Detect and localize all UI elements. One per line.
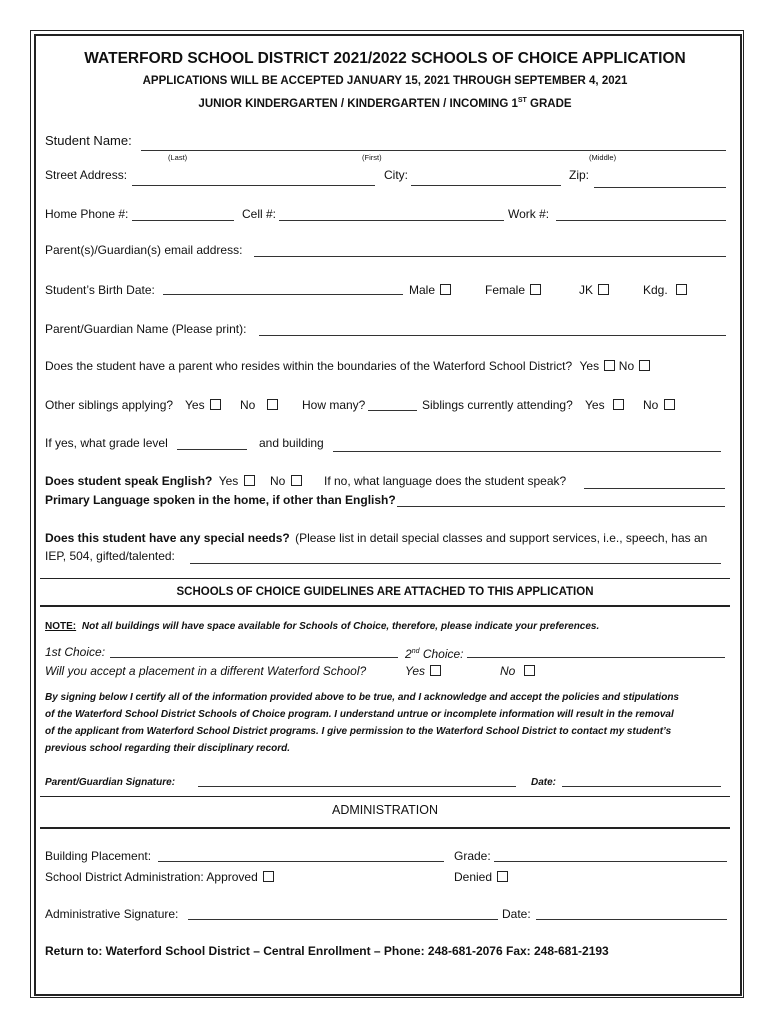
admin-date-label: Date:	[502, 907, 531, 921]
what-language-label: If no, what language does the student speak?	[324, 474, 567, 488]
first-choice-field[interactable]	[110, 657, 398, 658]
certify-line-4: previous school regarding their disciplinary record.	[45, 743, 291, 754]
accept-yes-label: Yes	[405, 664, 426, 678]
primary-language-label: Primary Language spoken in the home, if other than English?	[45, 493, 396, 507]
email-field[interactable]	[254, 256, 726, 257]
form-subtitle: APPLICATIONS WILL BE ACCEPTED JANUARY 15, 2021 THROUGH SEPTEMBER 4, 2021	[142, 75, 628, 87]
male-label: Male	[409, 283, 436, 297]
work-label: Work #:	[508, 207, 550, 221]
accept-yes-option[interactable]	[405, 664, 441, 678]
city-label: City:	[384, 168, 408, 182]
admin-heading: ADMINISTRATION	[331, 803, 439, 817]
grade-level-field[interactable]	[177, 449, 247, 450]
note-label: NOTE:	[45, 621, 77, 632]
special-needs-field[interactable]	[190, 563, 721, 564]
english-yes-checkbox[interactable]	[244, 475, 255, 486]
form-title: WATERFORD SCHOOL DISTRICT 2021/2022 SCHOOLS OF CHOICE APPLICATION	[84, 50, 686, 67]
male-checkbox[interactable]	[440, 284, 451, 295]
resides-yes-checkbox[interactable]	[604, 360, 615, 371]
what-language-field[interactable]	[584, 488, 725, 489]
siblings-attending-label: Siblings currently attending?	[422, 398, 573, 412]
attending-yes-checkbox[interactable]	[613, 399, 624, 410]
admin-date-field[interactable]	[536, 919, 727, 920]
siblings-no-checkbox[interactable]	[267, 399, 278, 410]
attending-no-checkbox[interactable]	[664, 399, 675, 410]
parent-date-field[interactable]	[562, 786, 721, 787]
accept-no-checkbox[interactable]	[524, 665, 535, 676]
building-placement-label: Building Placement:	[45, 849, 152, 863]
grades-post: GRADE	[526, 97, 572, 110]
english-yes-label: Yes	[218, 474, 239, 488]
primary-language-field[interactable]	[397, 506, 725, 507]
student-name-label: Student Name:	[45, 133, 132, 148]
parent-name-field[interactable]	[259, 335, 726, 336]
how-many-field[interactable]	[368, 410, 417, 411]
second-choice-num: 2	[405, 647, 412, 661]
jk-option[interactable]	[579, 283, 609, 297]
first-choice-label: 1st Choice:	[45, 645, 106, 659]
jk-label: JK	[579, 283, 594, 297]
note-text: Not all buildings will have space available for Schools of Choice, therefore, please indicate your preferences.	[81, 621, 600, 632]
resides-text: Does the student have a parent who resides within the boundaries of the Waterford School District?	[45, 359, 573, 373]
building-placement-field[interactable]	[158, 861, 444, 862]
kdg-label: Kdg.	[643, 283, 668, 297]
resides-question	[45, 359, 650, 373]
street-label: Street Address:	[45, 168, 128, 182]
home-phone-label: Home Phone #:	[45, 207, 129, 221]
english-no-checkbox[interactable]	[291, 475, 302, 486]
special-needs-label: Does this student have any special needs?	[45, 531, 290, 545]
attending-yes-option[interactable]	[585, 398, 624, 412]
second-choice-label	[405, 645, 464, 661]
and-building-label: and building	[259, 436, 324, 450]
approved-option[interactable]	[45, 870, 274, 884]
kdg-checkbox[interactable]	[676, 284, 687, 295]
certify-line-1: By signing below I certify all of the information provided above to be true, and I acknowledge and accept the policies and stipulations	[45, 692, 679, 703]
second-choice-field[interactable]	[467, 657, 725, 658]
female-label: Female	[485, 283, 526, 297]
home-phone-field[interactable]	[132, 220, 234, 221]
cell-label: Cell #:	[242, 207, 277, 221]
student-name-field[interactable]	[141, 150, 726, 151]
attending-no-label: No	[643, 398, 659, 412]
certify-line-3: of the applicant from Waterford School District programs. I give permission to the Waterford School District to contact my student’s	[45, 726, 672, 737]
note-row	[45, 620, 599, 634]
birth-date-label: Student’s Birth Date:	[45, 283, 155, 297]
kdg-option[interactable]	[643, 283, 687, 297]
guidelines-bottom-rule	[40, 605, 730, 607]
denied-label: Denied	[454, 870, 493, 884]
accept-placement-label: Will you accept a placement in a different Waterford School?	[45, 664, 367, 678]
first-caption: (First)	[362, 153, 382, 162]
second-choice-text: Choice:	[419, 647, 464, 661]
resides-no-checkbox[interactable]	[639, 360, 650, 371]
guidelines-top-rule	[40, 578, 730, 579]
admin-bottom-rule	[40, 827, 730, 829]
parent-name-label: Parent/Guardian Name (Please print):	[45, 322, 247, 336]
accept-no-option[interactable]	[500, 664, 535, 678]
how-many-label: How many?	[302, 398, 366, 412]
grades-line	[0, 94, 770, 111]
female-checkbox[interactable]	[530, 284, 541, 295]
jk-checkbox[interactable]	[598, 284, 609, 295]
email-label: Parent(s)/Guardian(s) email address:	[45, 243, 243, 257]
resides-no-label: No	[618, 359, 635, 373]
denied-option[interactable]	[454, 870, 508, 884]
admin-grade-label: Grade:	[454, 849, 491, 863]
certify-line-2: of the Waterford School District Schools of Choice program. I understand untrue or incomplete information will result in the removal	[45, 709, 674, 720]
birth-date-field[interactable]	[163, 294, 403, 295]
accept-yes-checkbox[interactable]	[430, 665, 441, 676]
special-needs-row	[45, 531, 707, 545]
admin-signature-label: Administrative Signature:	[45, 907, 179, 921]
city-field[interactable]	[411, 185, 561, 186]
siblings-label: Other siblings applying?	[45, 398, 174, 412]
building-field[interactable]	[333, 451, 721, 452]
return-to-text: Return to: Waterford School District – Central Enrollment – Phone: 248-681-2076 Fax: 248-681-2193	[45, 944, 609, 958]
siblings-yes-option[interactable]	[185, 398, 221, 412]
grade-level-label: If yes, what grade level	[45, 436, 168, 450]
grades-sup: ST	[517, 97, 527, 104]
attending-yes-label: Yes	[585, 398, 605, 412]
resides-yes-label: Yes	[579, 359, 600, 373]
speak-english-row	[45, 474, 302, 488]
certification-paragraph	[45, 689, 735, 757]
english-no-label: No	[269, 474, 286, 488]
middle-caption: (Middle)	[589, 153, 617, 162]
special-needs-desc: (Please list in detail special classes and support services, i.e., speech, has an	[295, 531, 708, 545]
last-caption: (Last)	[168, 153, 188, 162]
admin-signature-field[interactable]	[188, 919, 498, 920]
guidelines-heading: SCHOOLS OF CHOICE GUIDELINES ARE ATTACHED TO THIS APPLICATION	[176, 586, 594, 598]
siblings-no-label: No	[240, 398, 256, 412]
second-choice-sup: nd	[411, 648, 420, 655]
female-option[interactable]	[485, 283, 541, 297]
parent-date-label: Date:	[531, 777, 557, 788]
parent-signature-field[interactable]	[198, 786, 516, 787]
male-option[interactable]	[409, 283, 451, 297]
speak-english-label: Does student speak English?	[45, 474, 213, 488]
admin-grade-field[interactable]	[494, 861, 727, 862]
zip-label: Zip:	[569, 168, 590, 182]
denied-checkbox[interactable]	[497, 871, 508, 882]
grades-text: JUNIOR KINDERGARTEN / KINDERGARTEN / INCOMING 1	[198, 97, 518, 110]
siblings-no-option[interactable]	[240, 398, 278, 412]
special-needs-line2: IEP, 504, gifted/talented:	[45, 549, 175, 563]
siblings-yes-checkbox[interactable]	[210, 399, 221, 410]
street-field[interactable]	[132, 185, 375, 186]
attending-no-option[interactable]	[643, 398, 675, 412]
parent-signature-label: Parent/Guardian Signature:	[45, 777, 176, 788]
district-admin-label: School District Administration: Approved	[45, 870, 258, 884]
siblings-yes-label: Yes	[185, 398, 205, 412]
accept-no-label: No	[500, 664, 516, 678]
work-field[interactable]	[556, 220, 726, 221]
approved-checkbox[interactable]	[263, 871, 274, 882]
cell-field[interactable]	[279, 220, 504, 221]
admin-top-rule	[40, 796, 730, 797]
zip-field[interactable]	[594, 187, 726, 188]
